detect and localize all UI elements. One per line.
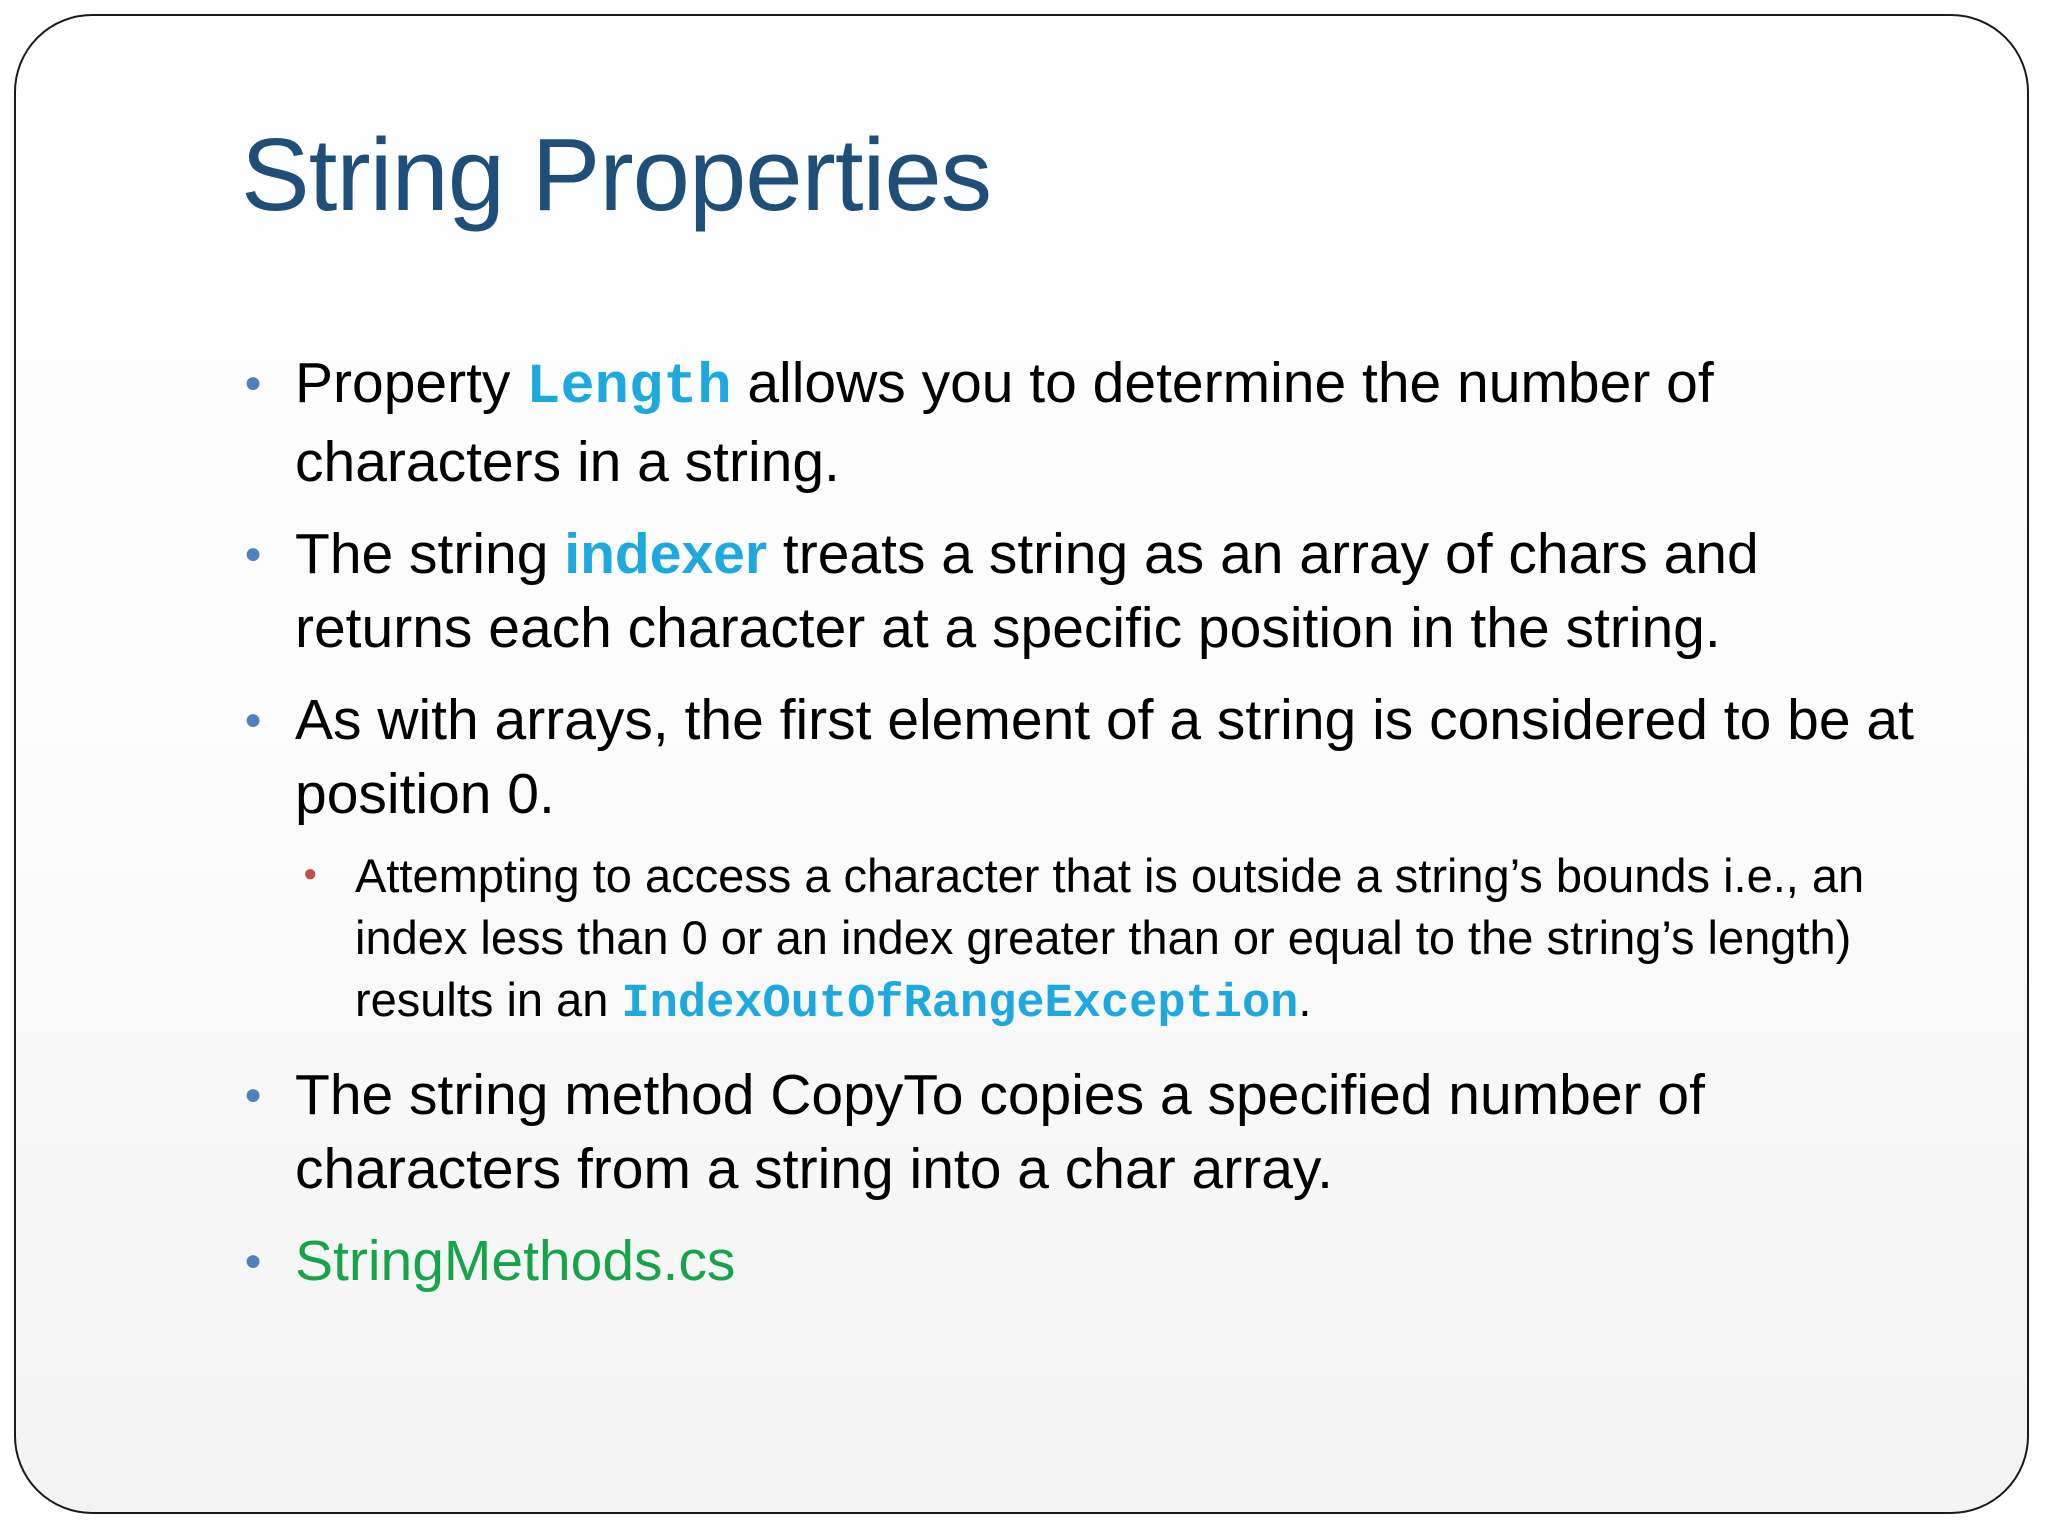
code-exception: IndexOutOfRangeException — [621, 978, 1299, 1031]
keyword-indexer: indexer — [564, 522, 768, 586]
bullet-indexer — [241, 517, 1941, 665]
bullet-text-after: allows you to determine the number of characters in a string. — [295, 351, 1714, 494]
bullet-text-before: The string — [295, 522, 565, 586]
sub-bullet-out-of-range — [295, 845, 1941, 1036]
code-length: Length — [526, 356, 732, 420]
bullet-text: The string method CopyTo copies a specified number of characters from a string into a char array. — [295, 1063, 1705, 1201]
slide-content — [241, 346, 1941, 1298]
bullet-file-link[interactable] — [241, 1224, 1941, 1298]
slide-frame — [14, 14, 2029, 1514]
bullet-copyto — [241, 1058, 1941, 1206]
bullet-dot-icon: ● — [244, 537, 263, 570]
bullet-text-before: Property — [295, 351, 527, 415]
bullet-dot-icon: ● — [244, 1244, 263, 1277]
sub-bullet-text-before: Attempting to access a character that is outside a string’s bounds i.e., an index less than 0 or an index greater than or equal to the string’s length) results in an — [355, 849, 1865, 1026]
bullet-text-after: treats a string as an array of chars and returns each character at a specific position in the string. — [295, 522, 1759, 660]
sub-bullet-dot-icon: ● — [303, 860, 318, 887]
sub-bullet-text-after: . — [1298, 973, 1312, 1026]
bullet-dot-icon: ● — [244, 366, 263, 399]
file-link-stringmethods[interactable]: StringMethods.cs — [295, 1229, 736, 1293]
slide-title: String Properties — [241, 117, 992, 232]
bullet-dot-icon: ● — [244, 703, 263, 736]
bullet-length-property — [241, 346, 1941, 499]
bullet-arrays-position — [241, 683, 1941, 831]
bullet-dot-icon: ● — [244, 1078, 263, 1111]
bullet-text: As with arrays, the first element of a string is considered to be at position 0. — [295, 688, 1914, 826]
